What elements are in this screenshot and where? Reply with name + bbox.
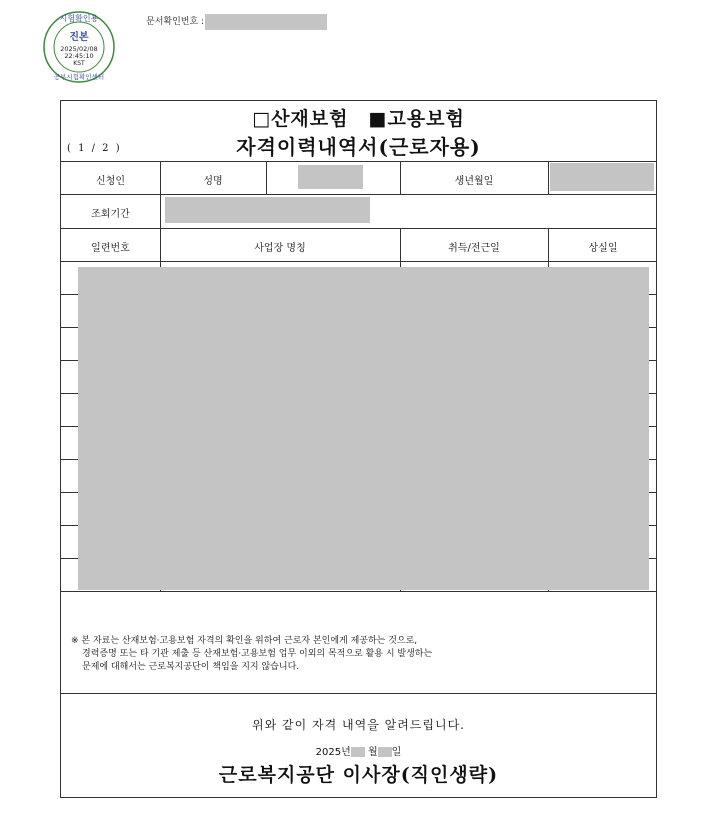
notification-text: 위와 같이 자격 내역을 알려드립니다.	[252, 718, 465, 732]
doc-number-label: 문서확인번호 :	[146, 17, 205, 27]
month-redaction	[351, 747, 365, 757]
inquiry-period-redaction	[165, 197, 370, 223]
day-unit: 일	[391, 747, 402, 758]
month-unit: 월	[367, 747, 378, 758]
divider	[61, 693, 656, 694]
applicant-label: 신청인	[96, 176, 125, 187]
inquiry-period-label: 조회기간	[91, 209, 130, 220]
stamp-date: 2025/02/08	[60, 45, 98, 53]
certification-stamp	[42, 10, 116, 84]
page-indicator: ( 1 / 2 )	[67, 143, 122, 154]
workplace-name-header: 사업장 명칭	[254, 243, 306, 254]
certificate-form	[60, 100, 657, 798]
notice-line: 문제에 대해서는 근로복지공단이 책임을 지지 않습니다.	[82, 662, 300, 672]
issue-date	[61, 743, 656, 758]
stamp-zone: KST	[73, 60, 85, 67]
notice-text	[71, 635, 432, 674]
divider	[61, 161, 656, 162]
notice-line: ※ 본 자료는 산재보험·고용보험 자격의 확인을 위하여 근로자 본인에게 제공하는 것으로,	[71, 636, 418, 646]
divider	[548, 161, 549, 194]
divider	[61, 228, 656, 229]
document-title: 자격이력내역서(근로자용)	[236, 135, 481, 159]
issue-year: 2025년	[315, 747, 351, 758]
divider	[61, 261, 656, 262]
stamp-center-text: 진본	[69, 32, 89, 43]
acquisition-date-header: 취득/전근일	[448, 243, 500, 254]
day-redaction	[378, 747, 392, 757]
birth-date-label: 생년월일	[454, 176, 494, 187]
issuer-signature: 근로복지공단 이사장(직인생략)	[218, 764, 499, 786]
divider	[61, 591, 656, 592]
notice-line: 경력증명 또는 타 기관 제출 등 산재보험·고용보험 업무 이외의 목적으로 활용 시 발생하는	[82, 649, 433, 659]
doc-number-redaction	[205, 14, 327, 30]
serial-no-header: 일련번호	[91, 243, 130, 254]
history-table-redaction	[78, 267, 649, 590]
insurance-type-title: □산재보험 ■고용보험	[252, 108, 465, 130]
stamp-time: 22:45:10	[64, 52, 94, 60]
loss-date-header: 상실일	[588, 243, 618, 254]
stamp-bottom-text: 공부시험확인센터	[53, 73, 105, 81]
stamp-ring-text: 시험확인용	[59, 14, 99, 23]
divider	[61, 194, 656, 195]
divider	[266, 161, 267, 194]
name-redaction	[298, 165, 363, 189]
name-label: 성명	[203, 176, 223, 187]
birth-date-redaction	[550, 163, 654, 191]
